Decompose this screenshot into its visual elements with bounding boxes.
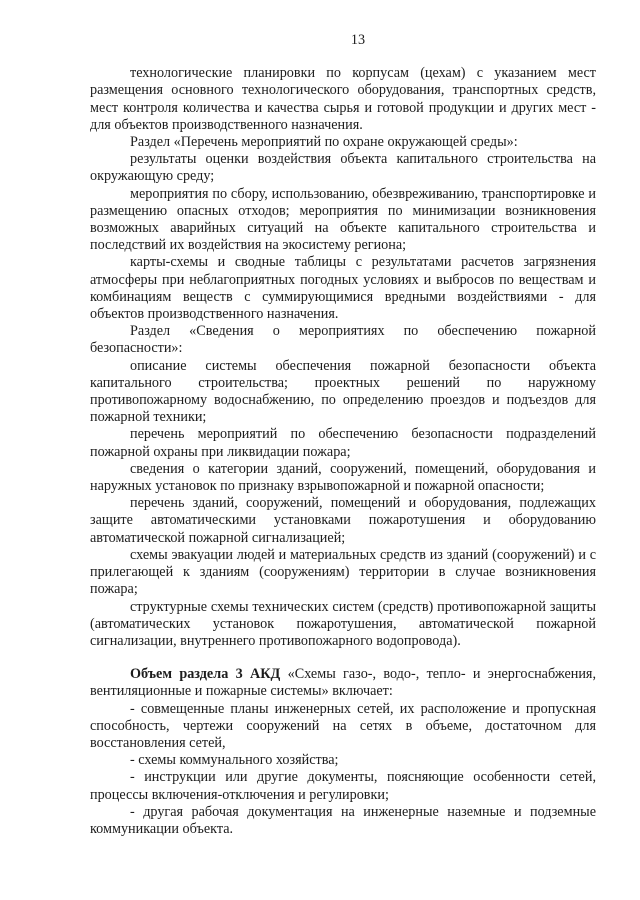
section-3-title: Объем раздела 3 АКД (130, 666, 281, 683)
list-item: - схемы коммунального хозяйства; (130, 752, 339, 769)
paragraph: структурные схемы технических систем (средств) противопожарной защиты (автоматических установок пожаротушения, автоматической пожарной сигнализации, внутреннего противопожарного водопровода). (90, 598, 596, 649)
paragraph: схемы эвакуации людей и материальных средств из зданий (сооружений) и с прилегающей к зданиям (сооружениям) территории в случае возникновения пожара; (90, 546, 596, 598)
page-number: 13 (350, 32, 366, 48)
paragraph: перечень зданий, сооружений, помещений и оборудования, подлежащих защите автоматическими установками пожаротушения и оборудованию автоматической пожарной сигнализацией; (90, 495, 596, 546)
paragraph: карты-схемы и сводные таблицы с результатами расчетов загрязнения атмосферы при неблагоприятных погодных условиях и выбросов по веществам и комбинациям веществ с суммирующимися вредными воздействиями - для объектов производственного назначения. (90, 254, 596, 323)
paragraph: мероприятия по сбору, использованию, обезвреживанию, транспортировке и размещению опасных отходов; мероприятия по минимизации возникновения возможных аварийных ситуаций на объекте капитального строительства и последствий их воздействия на экосистему региона; (90, 185, 596, 254)
section-3-title-rest: «Схемы газо-, водо-, тепло- и энергоснабжения, вентиляционные и пожарные системы» включает: (90, 666, 596, 700)
section-3-heading (90, 666, 596, 700)
paragraph: результаты оценки воздействия объекта капитального строительства на окружающую среду; (90, 151, 596, 185)
list-item: - совмещенные планы инженерных сетей, их расположение и пропускная способность, чертежи сооружений на сетях в объеме, достаточном для восстановления сетей, (90, 700, 596, 751)
section-heading: Раздел «Перечень мероприятий по охране окружающей среды»: (130, 134, 518, 151)
body-text (90, 65, 596, 838)
paragraph: сведения о категории зданий, сооружений, помещений, оборудования и наружных установок по признаку взрывопожарной и пожарной опасности; (90, 460, 596, 495)
section-heading: Раздел «Сведения о мероприятиях по обеспечению пожарной безопасности»: (90, 323, 596, 357)
paragraph: описание системы обеспечения пожарной безопасности объекта капитального строительства; проектных решений по наружному противопожарному водоснабжению, по определению проездов и подъездов для пожарной техники; (90, 357, 596, 426)
paragraph: перечень мероприятий по обеспечению безопасности подразделений пожарной охраны при ликвидации пожара; (90, 426, 596, 460)
list-item: - инструкции или другие документы, поясняющие особенности сетей, процессы включения-отключения и регулировки; (90, 769, 596, 803)
paragraph: технологические планировки по корпусам (цехам) с указанием мест размещения основного технологического оборудования, транспортных средств, мест контроля количества и качества сырья и готовой продукции и других мест - для объектов производственного назначения. (90, 65, 596, 133)
list-item: - другая рабочая документация на инженерные наземные и подземные коммуникации объекта. (90, 803, 596, 837)
